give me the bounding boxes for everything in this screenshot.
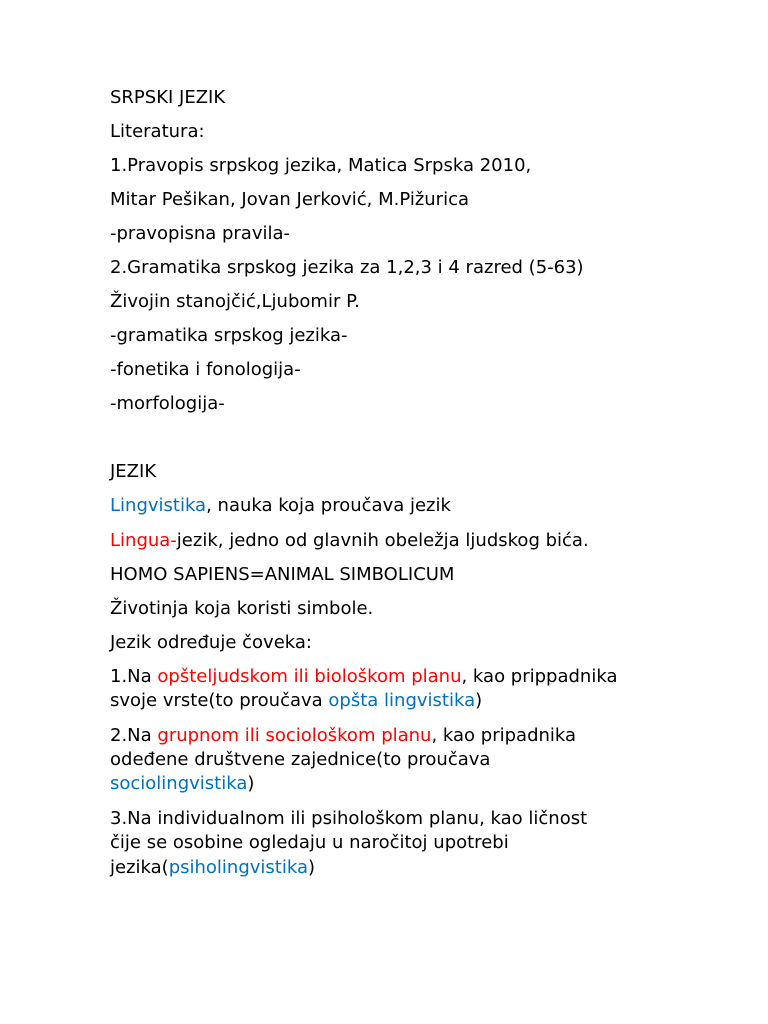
literature-item-1: 1.Pravopis srpskog jezika, Matica Srpska 2010, xyxy=(110,155,532,176)
point-3-line-3 xyxy=(110,856,315,880)
point-2-line-2: odeđene društvene zajednice(to proučava xyxy=(110,749,491,770)
lingua-definition xyxy=(110,529,589,553)
literature-item-2-topic-3: -morfologija- xyxy=(110,393,225,414)
point-3-prefix: jezika( xyxy=(110,857,169,878)
literature-item-2: 2.Gramatika srpskog jezika za 1,2,3 i 4 razred (5-63) xyxy=(110,257,584,278)
literature-heading: Literatura: xyxy=(110,121,205,142)
point-3-line-2: čije se osobine ogledaju u naročitoj upotrebi xyxy=(110,832,509,853)
lingua-term: Lingua- xyxy=(110,530,177,551)
point-1-line-1 xyxy=(110,665,617,689)
point-2-prefix: 2.Na xyxy=(110,725,158,746)
point-1-line-2-prefix: svoje vrste(to proučava xyxy=(110,690,329,711)
point-3-term: psiholingvistika xyxy=(168,857,308,878)
lingvistika-term: Lingvistika xyxy=(110,495,207,516)
animal-definition: Životinja koja koristi simbole. xyxy=(110,598,374,619)
point-2-rest: , kao pripadnika xyxy=(431,725,577,746)
point-2-line-1 xyxy=(110,724,576,748)
point-1-highlight: opšteljudskom ili biološkom planu xyxy=(157,666,462,687)
point-1-term: opšta lingvistika xyxy=(328,690,476,711)
lingua-def-text: jezik, jedno od glavnih obeležja ljudskog bića. xyxy=(176,530,589,551)
point-2-highlight: grupnom ili sociološkom planu xyxy=(157,725,432,746)
point-2-close: ) xyxy=(247,773,255,794)
lingvistika-def-text: , nauka koja proučava jezik xyxy=(206,495,451,516)
point-1-prefix: 1.Na xyxy=(110,666,158,687)
literature-item-1-topic: -pravopisna pravila- xyxy=(110,223,291,244)
literature-item-1-authors: Mitar Pešikan, Jovan Jerković, M.Pižurica xyxy=(110,189,469,210)
lingvistika-definition xyxy=(110,494,451,518)
document-title: SRPSKI JEZIK xyxy=(110,87,226,108)
point-2-line-3 xyxy=(110,772,254,796)
section-heading: JEZIK xyxy=(110,461,157,482)
literature-item-2-topic-2: -fonetika i fonologija- xyxy=(110,359,301,380)
point-3-line-1: 3.Na individualnom ili psihološkom planu, kao ličnost xyxy=(110,808,588,829)
point-2-term: sociolingvistika xyxy=(110,773,248,794)
point-1-rest: , kao prippadnika xyxy=(461,666,618,687)
point-1-close: ) xyxy=(475,690,483,711)
homo-sapiens-line: HOMO SAPIENS=ANIMAL SIMBOLICUM xyxy=(110,564,455,585)
literature-item-2-topic-1: -gramatika srpskog jezika- xyxy=(110,325,348,346)
point-1-line-2 xyxy=(110,689,482,713)
literature-item-2-authors: Živojin stanojčić,Ljubomir P. xyxy=(110,291,360,312)
determines-heading: Jezik određuje čoveka: xyxy=(110,632,312,653)
point-3-close: ) xyxy=(307,857,316,878)
